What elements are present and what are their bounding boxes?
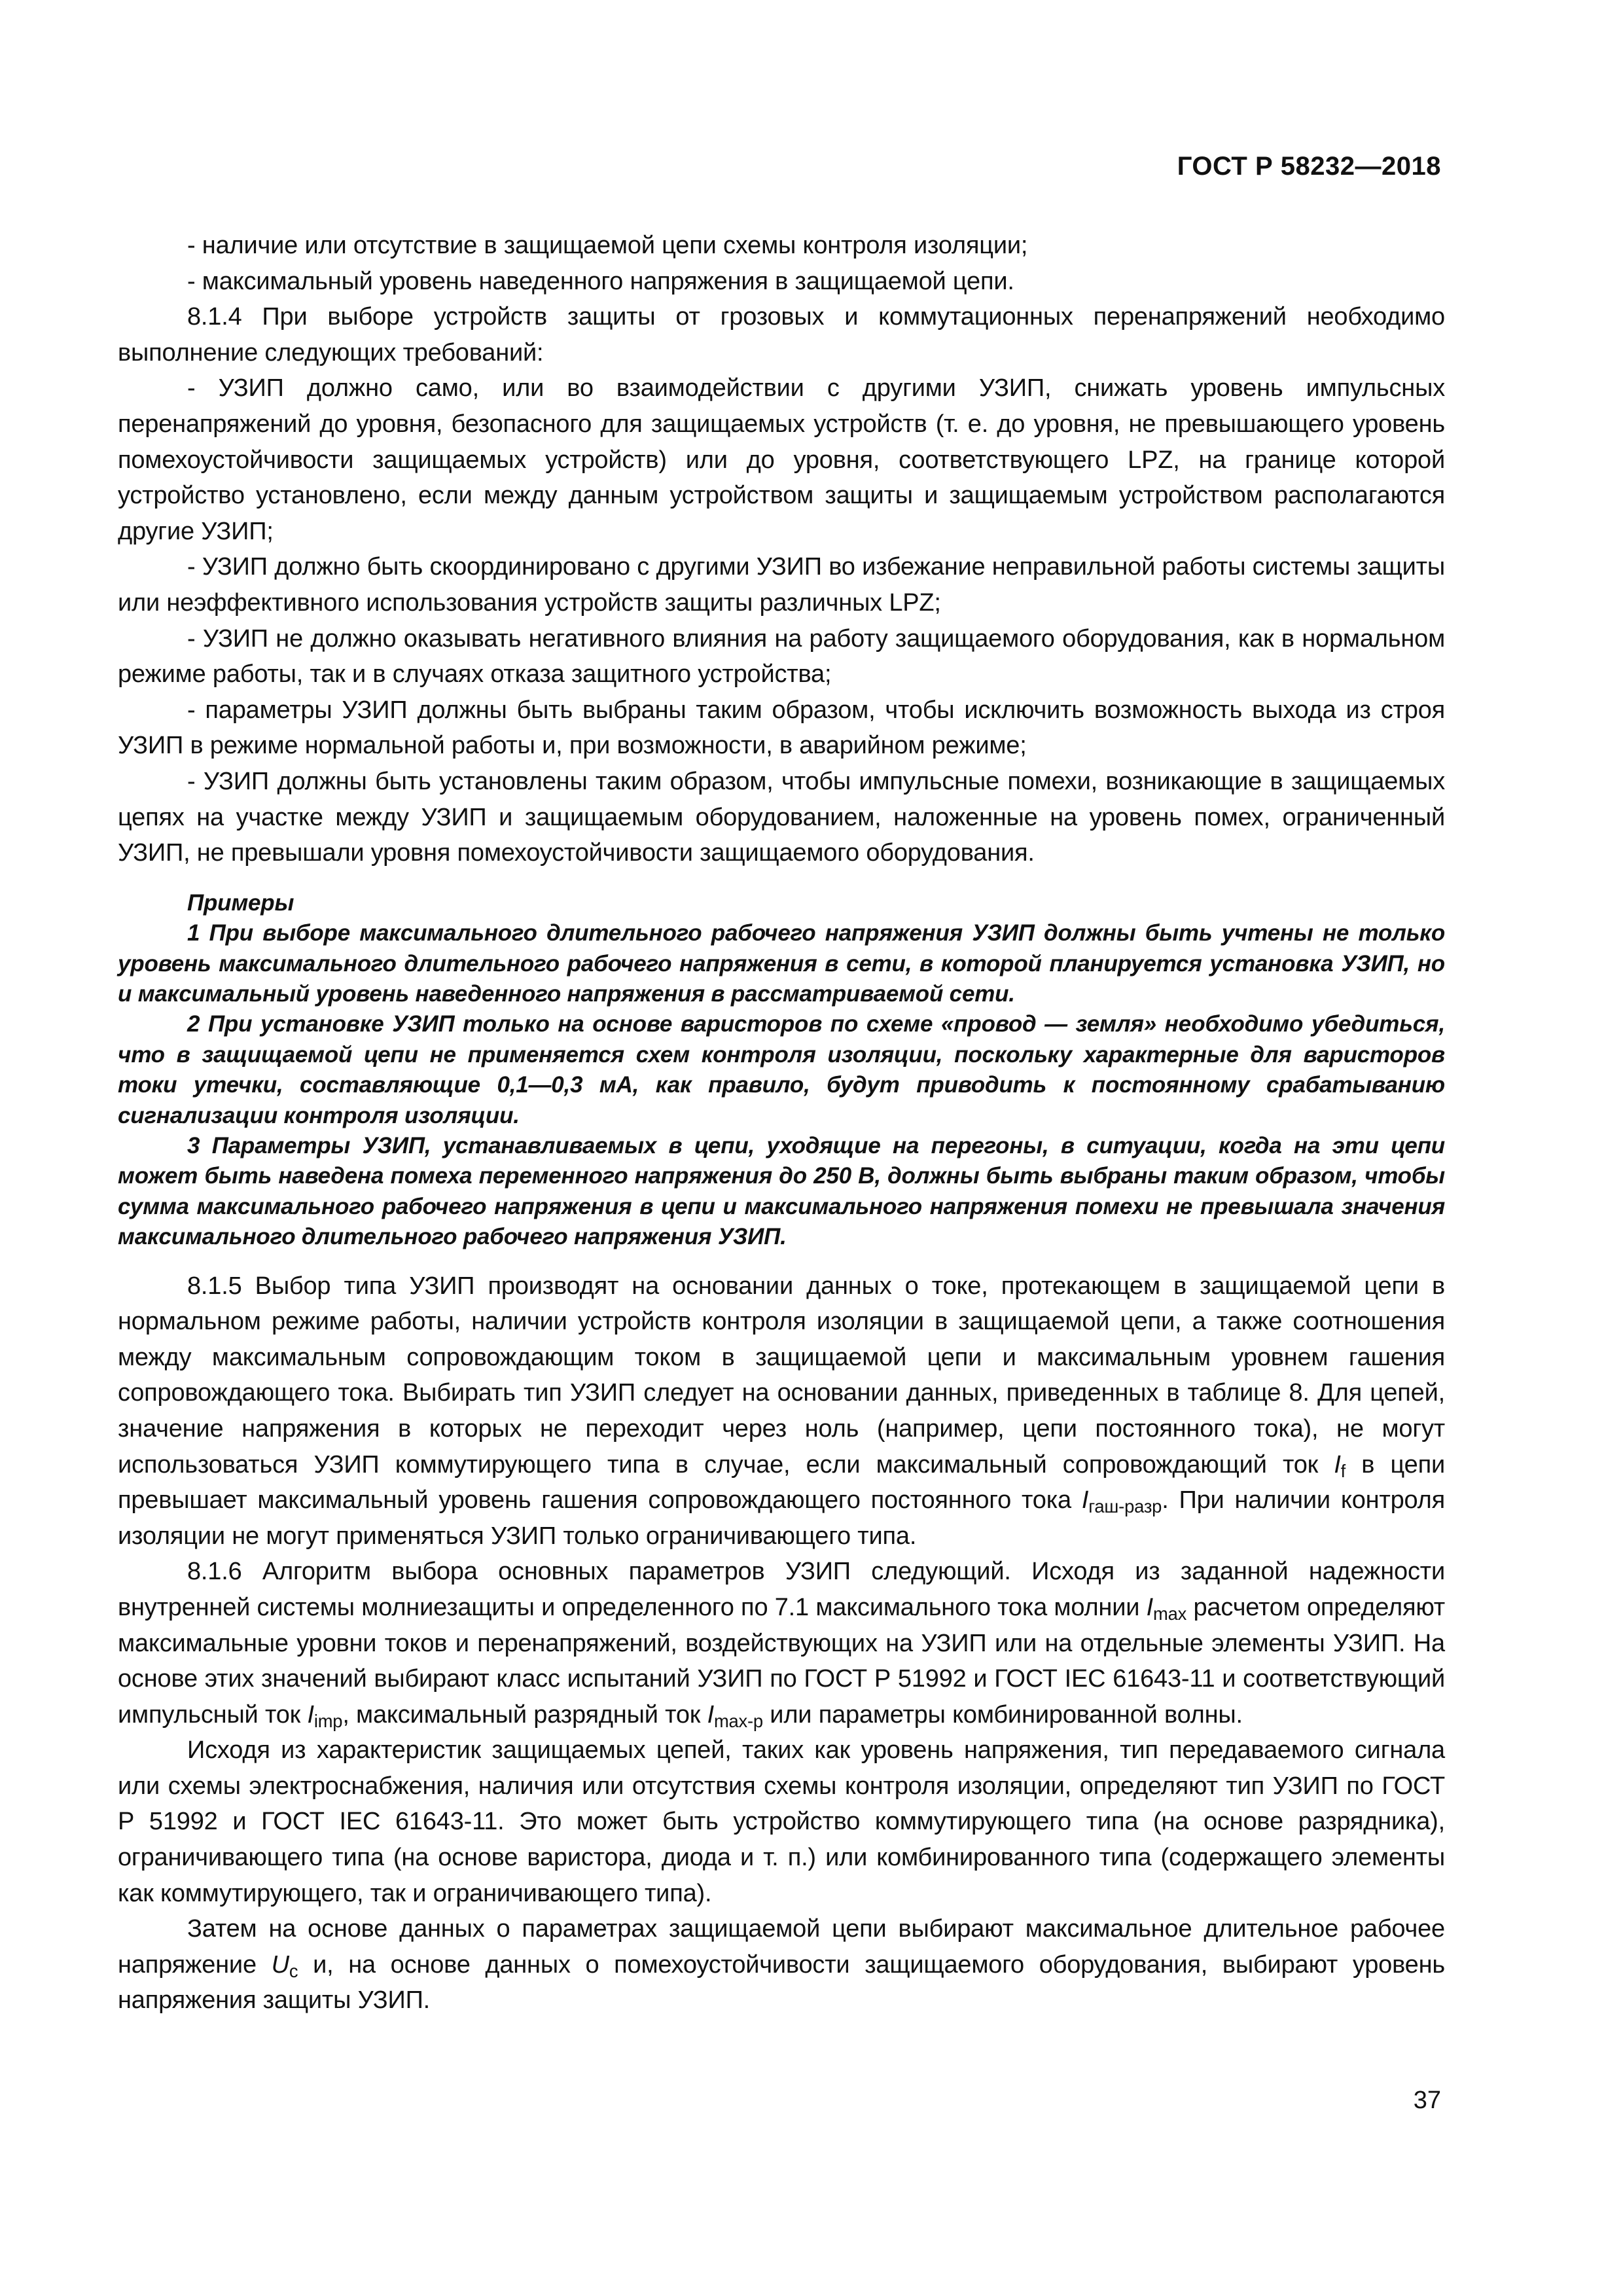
document-body — [118, 228, 1445, 2018]
example-item: 2 При установке УЗИП только на основе варисторов по схеме «провод — земля» необходимо убедиться, что в защищаемой цепи не применяется схем контроля изоляции, поскольку характерные для варисторов токи утечки, составляющие 0,1—0,3 мА, как правило, будут приводить к постоянному срабатыванию сигнализации контроля изоляции. — [118, 1011, 1445, 1128]
paragraph: - максимальный уровень наведенного напряжения в защищаемой цепи. — [187, 267, 1014, 295]
paragraph: - УЗИП должны быть установлены таким образом, чтобы импульсные помехи, возникающие в защищаемых цепях на участке между УЗИП и защищаемым оборудованием, наложенные на уровень помех, ограниченный УЗИП, не превышали уровня помехоустойчивости защищаемого оборудования. — [118, 767, 1445, 867]
page-number: 37 — [1413, 2087, 1441, 2114]
paragraph: - УЗИП должно само, или во взаимодействии с другими УЗИП, снижать уровень импульсных перенапряжений до уровня, безопасного для защищаемых устройств (т. е. до уровня, не превышающего уровень помехоустойчивости защищаемых устройств) или до уровня, соответствующего LPZ, на границе которой устройство установлено, если между данным устройством защиты и защищаемым устройством располагаются другие УЗИП; — [118, 374, 1445, 545]
examples-title: Примеры — [187, 889, 294, 916]
example-item: 3 Параметры УЗИП, устанавливаемых в цепи, уходящие на перегоны, в ситуации, когда на эти цепи может быть наведена помеха переменного напряжения до 250 В, должны быть выбраны таким образом, чтобы сумма максимального рабочего напряжения в цепи и максимального напряжения помехи не превышала значения максимального длительного рабочего напряжения УЗИП. — [118, 1132, 1445, 1250]
paragraph: - параметры УЗИП должны быть выбраны таким образом, чтобы исключить возможность выхода из строя УЗИП в режиме нормальной работы и, при возможности, в аварийном режиме; — [118, 696, 1445, 760]
paragraph-8-1-6: 8.1.6 Алгоритм выбора основных параметров УЗИП следующий. Исходя из заданной надежности внутренней системы молниезащиты и определенного по 7.1 максимального тока молнии $I_{max}$ расчетом определяют максимальные уровни токов и перенапряжений, воздействующих на УЗИП или на отдельные элементы УЗИП. На основе этих значений выбирают класс испытаний УЗИП по ГОСТ Р 51992 и ГОСТ IEC 61643-11 и соответствующий импульсный ток $I_{imp}$, максимальный разрядный ток $I_{max-р}$ или параметры комбинированной волны. — [118, 1558, 1445, 1731]
page-header: ГОСТ Р 58232—2018 — [1177, 152, 1441, 181]
paragraph-8-1-5: 8.1.5 Выбор типа УЗИП производят на основании данных о токе, протекающем в защищаемой цепи в нормальном режиме работы, наличии устройств контроля изоляции в защищаемой цепи, а также соотношения между максимальным сопровождающим током в защищаемой цепи и максимальным уровнем гашения сопровождающего тока. Выбирать тип УЗИП следует на основании данных, приведенных в таблице 8. Для цепей, значение напряжения в которых не переходит через ноль (например, цепи постоянного тока), не могут использоваться УЗИП коммутирующего типа в случае, если максимальный сопровождающий ток $I_f$ в цепи превышает максимальный уровень гашения сопровождающего постоянного тока $I_{гаш-разр}$. При наличии контроля изоляции не могут применяться УЗИП только ограничивающего типа. — [118, 1272, 1445, 1550]
examples-block — [118, 888, 1445, 1253]
paragraph: - УЗИП не должно оказывать негативного влияния на работу защищаемого оборудования, как в нормальном режиме работы, так и в случаях отказа защитного устройства; — [118, 624, 1445, 689]
paragraph-final: Затем на основе данных о параметрах защищаемой цепи выбирают максимальное длительное рабочее напряжение $U_c$ и, на основе данных о помехоустойчивости защищаемого оборудования, выбирают уровень напряжения защиты УЗИП. — [118, 1915, 1445, 2015]
paragraph: Исходя из характеристик защищаемых цепей, таких как уровень напряжения, тип передаваемого сигнала или схемы электроснабжения, наличия или отсутствия схемы контроля изоляции, определяют тип УЗИП по ГОСТ Р 51992 и ГОСТ IEC 61643-11. Это может быть устройство коммутирующего типа (на основе разрядника), ограничивающего типа (на основе варистора, диода и т. п.) или комбинированного типа (содержащего элементы как коммутирующего, так и ограничивающего типа). — [118, 1736, 1445, 1907]
paragraph: 8.1.4 При выборе устройств защиты от грозовых и коммутационных перенапряжений необходимо выполнение следующих требований: — [118, 303, 1445, 367]
paragraph: - УЗИП должно быть скоординировано с другими УЗИП во избежание неправильной работы системы защиты или неэффективного использования устройств защиты различных LPZ; — [118, 553, 1445, 617]
example-item: 1 При выборе максимального длительного рабочего напряжения УЗИП должны быть учтены не только уровень максимального длительного рабочего напряжения в сети, в которой планируется установка УЗИП, но и максимальный уровень наведенного напряжения в рассматриваемой сети. — [118, 920, 1445, 1007]
paragraph: - наличие или отсутствие в защищаемой цепи схемы контроля изоляции; — [187, 232, 1028, 259]
